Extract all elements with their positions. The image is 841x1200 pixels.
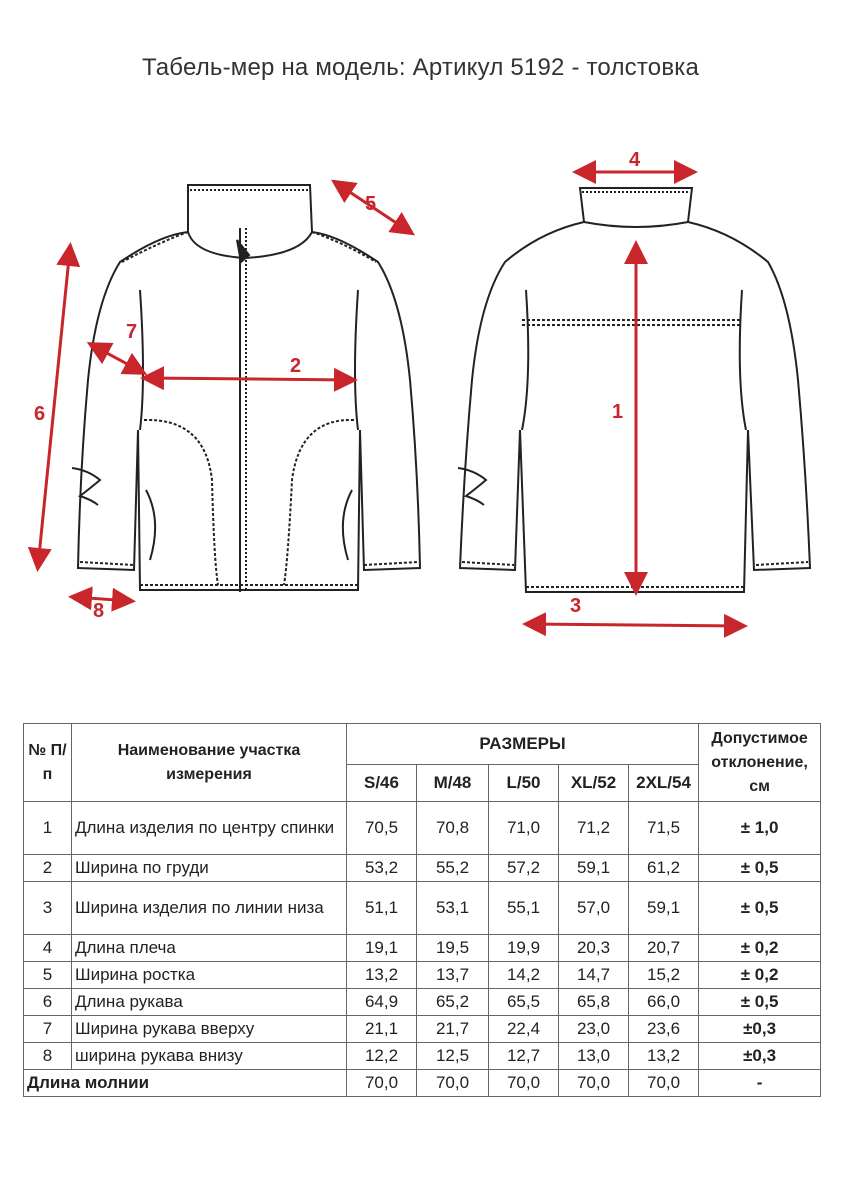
- table-row: [24, 989, 821, 1016]
- back-measurements: [528, 172, 742, 626]
- row-name: Ширина изделия по линии низа: [72, 882, 347, 935]
- table-cell: 65,5: [489, 989, 559, 1016]
- tolerance-cell: -: [699, 1070, 821, 1097]
- table-cell: 57,0: [559, 882, 629, 935]
- table-cell: 15,2: [629, 962, 699, 989]
- table-row: [24, 962, 821, 989]
- table-cell: 14,7: [559, 962, 629, 989]
- zipper-row: [24, 1070, 821, 1097]
- row-number: 4: [24, 935, 72, 962]
- table-cell: 14,2: [489, 962, 559, 989]
- tolerance-cell: ± 0,2: [699, 935, 821, 962]
- table-row: [24, 855, 821, 882]
- table-cell: 12,5: [417, 1043, 489, 1070]
- row-name: Длина рукава: [72, 989, 347, 1016]
- tolerance-cell: ± 0,5: [699, 989, 821, 1016]
- header-tolerance: Допустимое отклонение, см: [699, 724, 821, 802]
- page-title: Табель-мер на модель: Артикул 5192 - толстовка: [141, 54, 700, 81]
- garment-diagram: [0, 140, 841, 660]
- header-sizes: РАЗМЕРЫ: [347, 724, 699, 765]
- table-cell: 59,1: [629, 882, 699, 935]
- tolerance-cell: ± 1,0: [699, 802, 821, 855]
- row-number: 6: [24, 989, 72, 1016]
- table-row: [24, 1043, 821, 1070]
- marker-2: 2: [290, 355, 302, 377]
- table-cell: 55,2: [417, 855, 489, 882]
- table-cell: 21,7: [417, 1016, 489, 1043]
- table-cell: 23,0: [559, 1016, 629, 1043]
- row-number: 2: [24, 855, 72, 882]
- table-cell: 70,0: [417, 1070, 489, 1097]
- table-cell: 22,4: [489, 1016, 559, 1043]
- header-size: L/50: [489, 765, 559, 802]
- table-cell: 70,0: [347, 1070, 417, 1097]
- marker-8: 8: [93, 600, 105, 622]
- measurements-table: [23, 723, 821, 1097]
- row-name: Длина плеча: [72, 935, 347, 962]
- header-size: XL/52: [559, 765, 629, 802]
- tolerance-cell: ± 0,2: [699, 962, 821, 989]
- table-cell: 13,2: [347, 962, 417, 989]
- row-name: Ширина ростка: [72, 962, 347, 989]
- marker-6: 6: [34, 403, 46, 425]
- table-cell: 71,0: [489, 802, 559, 855]
- marker-3: 3: [570, 595, 582, 617]
- table-cell: 59,1: [559, 855, 629, 882]
- row-name: Ширина рукава вверху: [72, 1016, 347, 1043]
- row-name: ширина рукава внизу: [72, 1043, 347, 1070]
- table-row: [24, 882, 821, 935]
- tolerance-cell: ±0,3: [699, 1043, 821, 1070]
- table-cell: 20,3: [559, 935, 629, 962]
- header-size: M/48: [417, 765, 489, 802]
- zipper-label: Длина молнии: [24, 1070, 347, 1097]
- table-cell: 71,2: [559, 802, 629, 855]
- marker-7: 7: [126, 321, 138, 343]
- table-cell: 19,5: [417, 935, 489, 962]
- table-cell: 19,9: [489, 935, 559, 962]
- tolerance-cell: ±0,3: [699, 1016, 821, 1043]
- table-cell: 70,8: [417, 802, 489, 855]
- tolerance-cell: ± 0,5: [699, 882, 821, 935]
- table-cell: 53,2: [347, 855, 417, 882]
- table-cell: 71,5: [629, 802, 699, 855]
- table-cell: 66,0: [629, 989, 699, 1016]
- table-cell: 70,0: [559, 1070, 629, 1097]
- table-cell: 21,1: [347, 1016, 417, 1043]
- table-row: [24, 935, 821, 962]
- row-number: 5: [24, 962, 72, 989]
- table-cell: 64,9: [347, 989, 417, 1016]
- table-cell: 12,2: [347, 1043, 417, 1070]
- tolerance-cell: ± 0,5: [699, 855, 821, 882]
- table-cell: 51,1: [347, 882, 417, 935]
- front-view: [72, 185, 420, 592]
- marker-5: 5: [365, 193, 377, 215]
- table-cell: 53,1: [417, 882, 489, 935]
- table-cell: 23,6: [629, 1016, 699, 1043]
- table-cell: 19,1: [347, 935, 417, 962]
- table-cell: 65,8: [559, 989, 629, 1016]
- row-number: 7: [24, 1016, 72, 1043]
- table-cell: 70,0: [629, 1070, 699, 1097]
- measurements-table-wrap: [23, 723, 820, 1097]
- row-name: Ширина по груди: [72, 855, 347, 882]
- table-cell: 13,2: [629, 1043, 699, 1070]
- table-cell: 13,7: [417, 962, 489, 989]
- header-size: 2XL/54: [629, 765, 699, 802]
- table-body: [24, 802, 821, 1070]
- table-row: [24, 802, 821, 855]
- table-cell: 13,0: [559, 1043, 629, 1070]
- header-name: Наименование участка измерения: [72, 724, 347, 802]
- marker-1: 1: [612, 401, 624, 423]
- back-view: [458, 188, 810, 592]
- row-number: 3: [24, 882, 72, 935]
- header-no: № П/п: [24, 724, 72, 802]
- row-number: 8: [24, 1043, 72, 1070]
- table-cell: 20,7: [629, 935, 699, 962]
- table-cell: 70,0: [489, 1070, 559, 1097]
- header-size: S/46: [347, 765, 417, 802]
- marker-4: 4: [629, 149, 641, 171]
- row-number: 1: [24, 802, 72, 855]
- table-cell: 65,2: [417, 989, 489, 1016]
- table-row: [24, 1016, 821, 1043]
- table-cell: 61,2: [629, 855, 699, 882]
- row-name: Длина изделия по центру спинки: [72, 802, 347, 855]
- table-cell: 57,2: [489, 855, 559, 882]
- table-cell: 55,1: [489, 882, 559, 935]
- table-cell: 12,7: [489, 1043, 559, 1070]
- table-cell: 70,5: [347, 802, 417, 855]
